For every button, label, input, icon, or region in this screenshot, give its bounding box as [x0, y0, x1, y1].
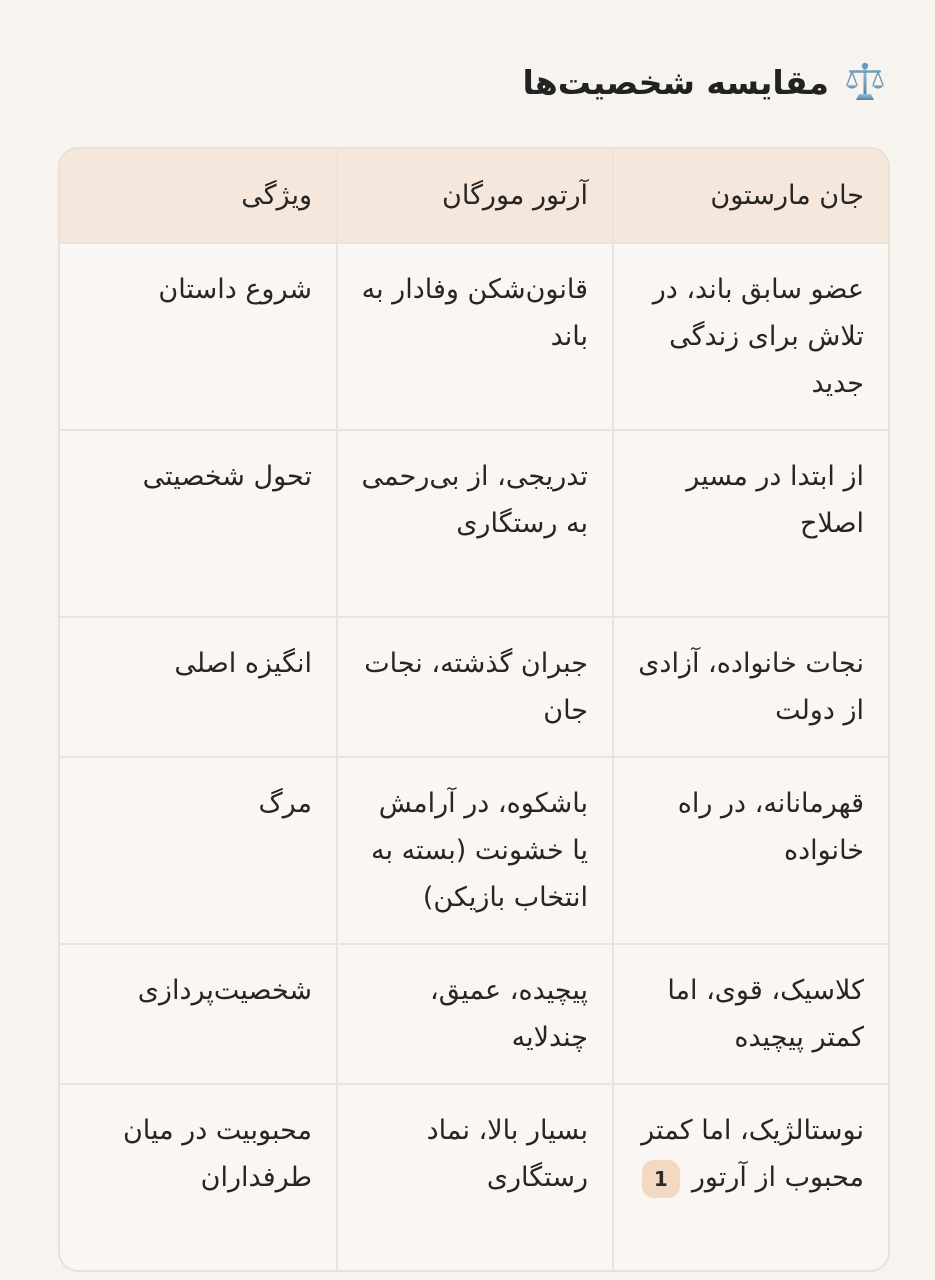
- cell-arthur: باشکوه، در آرامش یا خشونت (بسته به انتخاب بازیکن): [337, 757, 613, 944]
- cell-feature: تحول شخصیتی: [60, 430, 337, 617]
- table-row: [60, 1084, 888, 1270]
- table-row: [60, 430, 888, 617]
- column-header-john: جان مارستون: [613, 149, 888, 243]
- cell-john-text: نوستالژیک، اما کمتر محبوب از آرتور: [641, 1115, 864, 1193]
- table-header: [60, 149, 888, 243]
- cell-john: قهرمانانه، در راه خانواده: [613, 757, 888, 944]
- page-title: مقایسه شخصیت‌ها: [522, 62, 829, 102]
- column-header-feature: ویژگی: [60, 149, 337, 243]
- cell-feature: شخصیت‌پردازی: [60, 944, 337, 1084]
- section-heading: [523, 52, 887, 112]
- citation-badge[interactable]: 1: [642, 1160, 680, 1198]
- cell-feature: انگیزه اصلی: [60, 617, 337, 757]
- table-row: [60, 757, 888, 944]
- table-row: [60, 617, 888, 757]
- comparison-table: [58, 147, 890, 1272]
- cell-arthur: تدریجی، از بی‌رحمی به رستگاری: [337, 430, 613, 617]
- cell-feature: محبوبیت در میان طرفداران: [122, 1115, 312, 1193]
- balance-scale-icon: [843, 60, 887, 104]
- cell-arthur: جبران گذشته، نجات جان: [337, 617, 613, 757]
- table-row: [60, 944, 888, 1084]
- cell-feature: شروع داستان: [60, 243, 337, 430]
- cell-feature: مرگ: [60, 757, 337, 944]
- cell-arthur: بسیار بالا، نماد رستگاری: [337, 1084, 613, 1270]
- cell-john: کلاسیک، قوی، اما کمتر پیچیده: [613, 944, 888, 1084]
- cell-john: [613, 1084, 888, 1270]
- cell-arthur: قانون‌شکن وفادار به باند: [337, 243, 613, 430]
- column-header-arthur: آرتور مورگان: [337, 149, 613, 243]
- table-row: [60, 243, 888, 430]
- cell-arthur: پیچیده، عمیق، چندلایه: [337, 944, 613, 1084]
- cell-john: نجات خانواده، آزادی از دولت: [613, 617, 888, 757]
- cell-john: از ابتدا در مسیر اصلاح: [613, 430, 888, 617]
- cell-john: عضو سابق باند، در تلاش برای زندگی جدید: [613, 243, 888, 430]
- table-header-row: [60, 149, 888, 243]
